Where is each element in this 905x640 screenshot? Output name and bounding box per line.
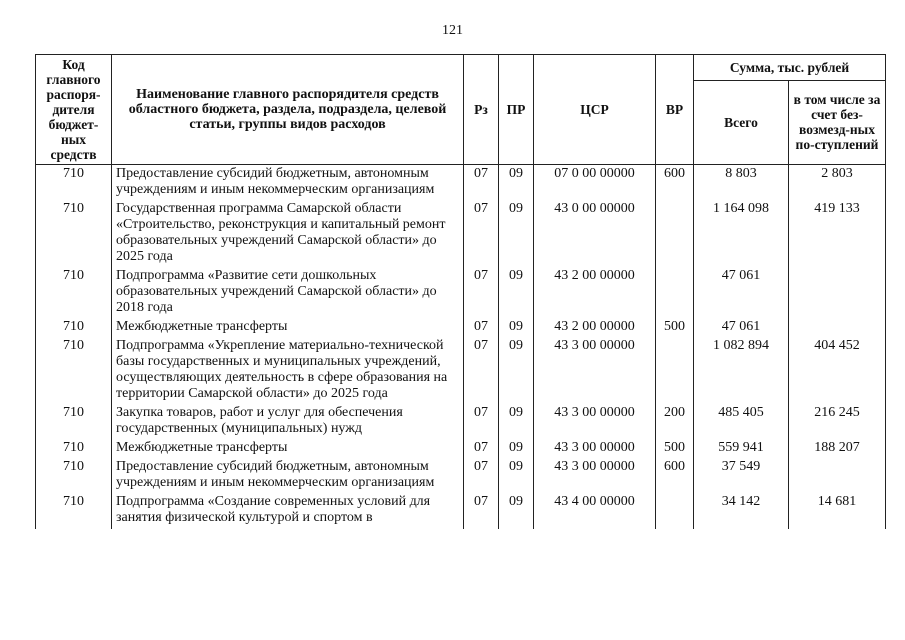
cell-vr: 500 — [656, 319, 694, 338]
cell-pr: 09 — [499, 201, 534, 268]
page-number: 121 — [442, 23, 463, 38]
cell-rz: 07 — [464, 494, 499, 529]
cell-pr: 09 — [499, 440, 534, 459]
cell-vr — [656, 338, 694, 405]
cell-rz: 07 — [464, 459, 499, 494]
cell-free — [789, 459, 886, 494]
header-sum: Сумма, тыс. рублей — [694, 55, 886, 81]
cell-pr: 09 — [499, 268, 534, 319]
cell-csr: 43 4 00 00000 — [534, 494, 656, 529]
header-csr: ЦСР — [534, 55, 656, 165]
table-row — [36, 319, 886, 338]
cell-free — [789, 268, 886, 319]
cell-csr: 43 3 00 00000 — [534, 440, 656, 459]
cell-csr: 43 3 00 00000 — [534, 405, 656, 440]
cell-rz: 07 — [464, 440, 499, 459]
cell-code: 710 — [36, 165, 112, 202]
table-row — [36, 338, 886, 405]
cell-vr — [656, 268, 694, 319]
cell-code: 710 — [36, 268, 112, 319]
table-header — [36, 55, 886, 165]
cell-total: 1 164 098 — [694, 201, 789, 268]
cell-code: 710 — [36, 440, 112, 459]
cell-free: 419 133 — [789, 201, 886, 268]
cell-code: 710 — [36, 338, 112, 405]
cell-free: 14 681 — [789, 494, 886, 529]
cell-total: 559 941 — [694, 440, 789, 459]
cell-rz: 07 — [464, 268, 499, 319]
table-row — [36, 201, 886, 268]
table-row — [36, 268, 886, 319]
cell-vr — [656, 201, 694, 268]
header-free: в том числе за счет без-возмезд-ных по-ступлений — [789, 80, 886, 164]
cell-name: Подпрограмма «Развитие сети дошкольных образовательных учреждений Самарской области» до 2018 года — [112, 268, 464, 319]
cell-name: Государственная программа Самарской области «Строительство, реконструкция и капитальный ремонт образовательных учреждений Самарской области» до 2025 года — [112, 201, 464, 268]
cell-vr — [656, 494, 694, 529]
cell-rz: 07 — [464, 319, 499, 338]
cell-free: 188 207 — [789, 440, 886, 459]
cell-csr: 43 3 00 00000 — [534, 338, 656, 405]
cell-code: 710 — [36, 405, 112, 440]
header-total: Всего — [694, 80, 789, 164]
cell-name: Подпрограмма «Укрепление материально-технической базы государственных и муниципальных учреждений, осуществляющих деятельность в сфере образования на территории Самарской области» до 2025 года — [112, 338, 464, 405]
cell-total: 37 549 — [694, 459, 789, 494]
table-row — [36, 405, 886, 440]
cell-name: Предоставление субсидий бюджетным, автономным учреждениям и иным некоммерческим организациям — [112, 165, 464, 202]
cell-free: 404 452 — [789, 338, 886, 405]
cell-code: 710 — [36, 459, 112, 494]
cell-pr: 09 — [499, 459, 534, 494]
cell-code: 710 — [36, 494, 112, 529]
cell-free: 2 803 — [789, 165, 886, 202]
cell-pr: 09 — [499, 405, 534, 440]
cell-name: Закупка товаров, работ и услуг для обеспечения государственных (муниципальных) нужд — [112, 405, 464, 440]
cell-vr: 200 — [656, 405, 694, 440]
budget-table — [35, 54, 886, 529]
cell-csr: 43 2 00 00000 — [534, 319, 656, 338]
cell-vr: 500 — [656, 440, 694, 459]
cell-rz: 07 — [464, 338, 499, 405]
cell-name: Межбюджетные трансферты — [112, 319, 464, 338]
header-vr: ВР — [656, 55, 694, 165]
cell-pr: 09 — [499, 494, 534, 529]
cell-total: 485 405 — [694, 405, 789, 440]
cell-free: 216 245 — [789, 405, 886, 440]
table-row — [36, 459, 886, 494]
cell-name: Межбюджетные трансферты — [112, 440, 464, 459]
cell-total: 8 803 — [694, 165, 789, 202]
cell-total: 47 061 — [694, 268, 789, 319]
cell-pr: 09 — [499, 165, 534, 202]
cell-name: Предоставление субсидий бюджетным, автономным учреждениям и иным некоммерческим организациям — [112, 459, 464, 494]
table-row — [36, 165, 886, 202]
cell-pr: 09 — [499, 338, 534, 405]
cell-name: Подпрограмма «Создание современных условий для занятия физической культурой и спортом в — [112, 494, 464, 529]
header-code: Код главного распоря-дителя бюджет-ных средств — [36, 55, 112, 165]
cell-csr: 43 3 00 00000 — [534, 459, 656, 494]
cell-free — [789, 319, 886, 338]
table-row — [36, 494, 886, 529]
cell-rz: 07 — [464, 201, 499, 268]
cell-code: 710 — [36, 201, 112, 268]
cell-pr: 09 — [499, 319, 534, 338]
cell-total: 1 082 894 — [694, 338, 789, 405]
cell-vr: 600 — [656, 165, 694, 202]
cell-rz: 07 — [464, 405, 499, 440]
cell-csr: 43 2 00 00000 — [534, 268, 656, 319]
header-rz: Рз — [464, 55, 499, 165]
cell-vr: 600 — [656, 459, 694, 494]
cell-total: 47 061 — [694, 319, 789, 338]
cell-csr: 43 0 00 00000 — [534, 201, 656, 268]
cell-rz: 07 — [464, 165, 499, 202]
cell-total: 34 142 — [694, 494, 789, 529]
header-name: Наименование главного распорядителя средств областного бюджета, раздела, подраздела, целевой статьи, группы видов расходов — [112, 55, 464, 165]
table-body — [36, 165, 886, 530]
table-row — [36, 440, 886, 459]
cell-csr: 07 0 00 00000 — [534, 165, 656, 202]
cell-code: 710 — [36, 319, 112, 338]
header-pr: ПР — [499, 55, 534, 165]
